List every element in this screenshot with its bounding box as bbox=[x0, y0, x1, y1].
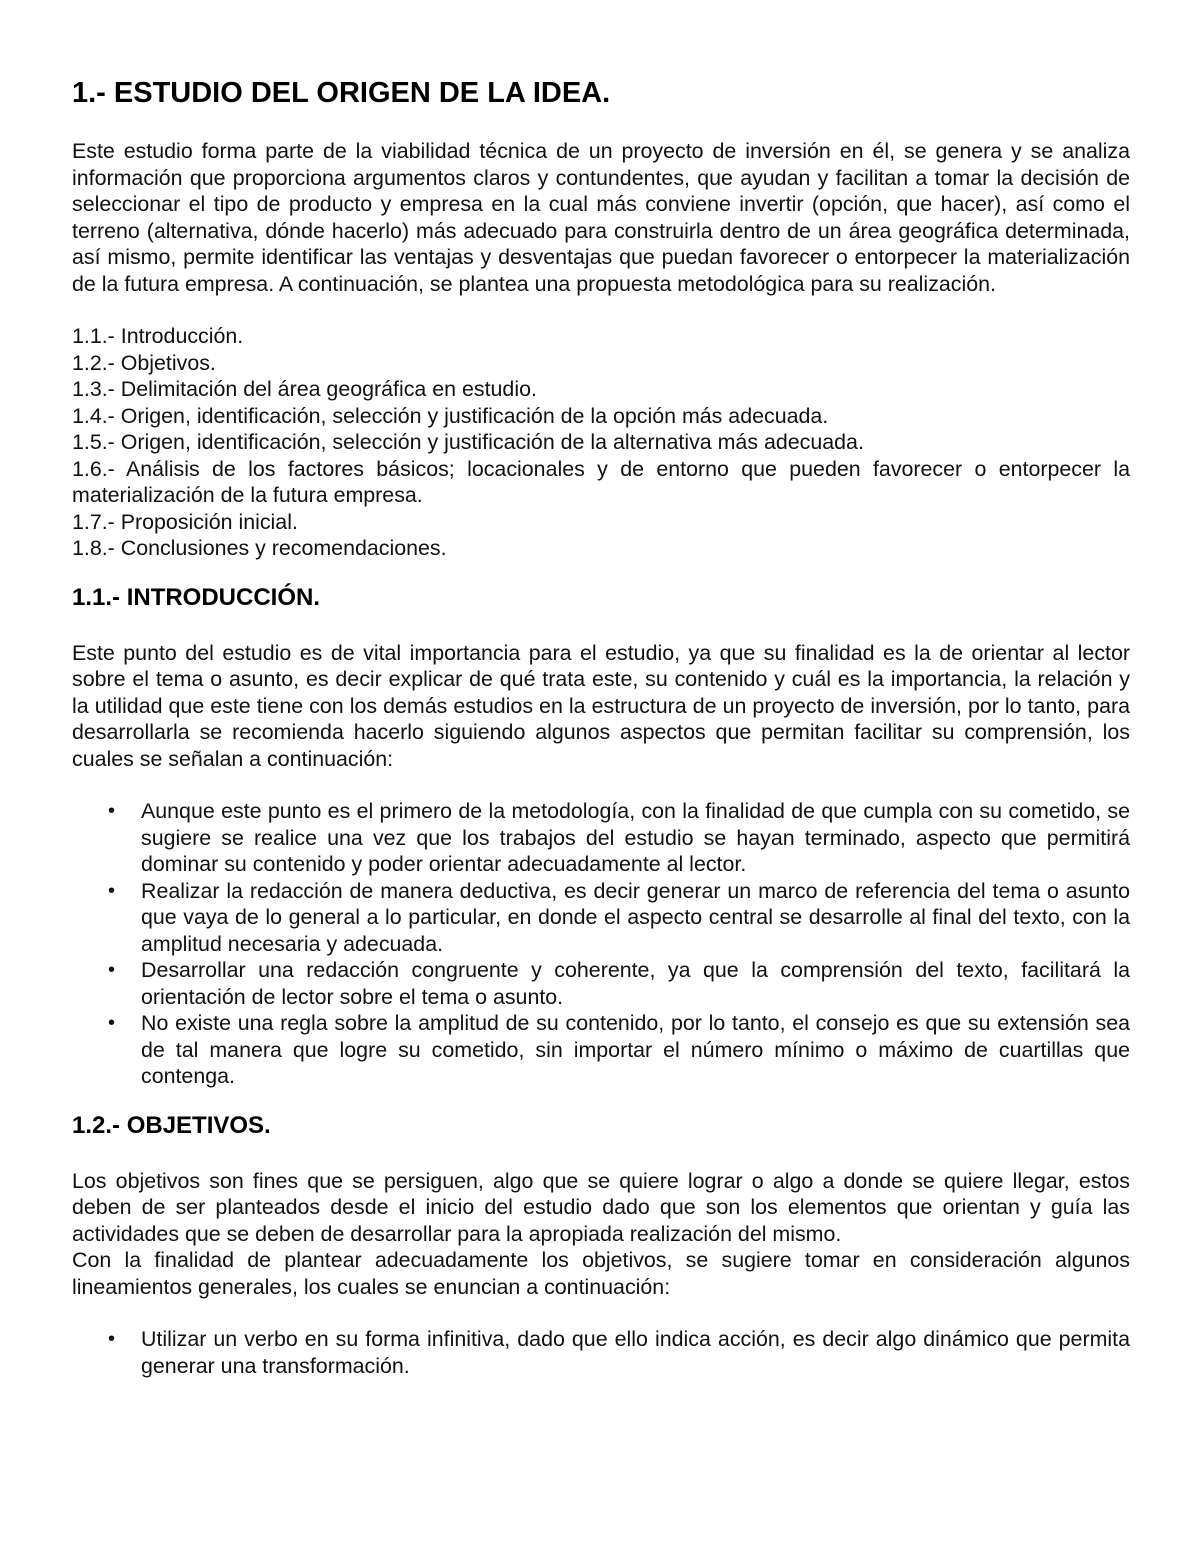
toc-item: 1.7.- Proposición inicial. bbox=[72, 509, 298, 534]
list-item-text: Utilizar un verbo en su forma infinitiva, dado que ello indica acción, es decir algo dinámico que permita generar una transformación. bbox=[141, 1327, 1130, 1378]
table-of-contents bbox=[72, 323, 1130, 562]
toc-item: 1.5.- Origen, identificación, selección y justificación de la alternativa más adecuada. bbox=[72, 430, 864, 454]
introduccion-paragraph: Este punto del estudio es de vital importancia para el estudio, ya que su finalidad es la de orientar al lector sobre el tema o asunto, es decir explicar de qué trata este, su contenido y cuál es la importancia, la relación y la utilidad que este tiene con los demás estudios en la estructura de un proyecto de inversión, por lo tanto, para desarrollarla se recomienda hacerlo siguiendo algunos aspectos que permitan facilitar su comprensión, los cuales se señalan a continuación: bbox=[72, 640, 1130, 771]
bullet-icon: • bbox=[108, 800, 116, 822]
toc-item: 1.4.- Origen, identificación, selección y justificación de la opción más adecuada. bbox=[72, 403, 829, 428]
toc-item: 1.1.- Introducción. bbox=[72, 324, 244, 348]
spacer bbox=[72, 772, 1130, 798]
introduccion-bullet-list bbox=[72, 798, 1130, 1090]
toc-item: 1.6.- Análisis de los factores básicos; locacionales y de entorno que pueden favorecer o entorpecer la materialización de la futura empresa. bbox=[72, 456, 1130, 507]
list-item-text: Desarrollar una redacción congruente y coherente, ya que la comprensión del texto, facilitará la orientación de lector sobre el tema o asunto. bbox=[141, 958, 1130, 1009]
list-item-text: Realizar la redacción de manera deductiva, es decir generar un marco de referencia del tema o asunto que vaya de lo general a lo particular, en donde el aspecto central se desarrolle al final del texto, con la amplitud necesaria y adecuada. bbox=[141, 878, 1130, 956]
bullet-icon: • bbox=[108, 959, 116, 981]
main-heading: 1.- ESTUDIO DEL ORIGEN DE LA IDEA. bbox=[72, 77, 611, 109]
list-item bbox=[72, 1326, 1130, 1379]
list-item bbox=[72, 957, 1130, 1010]
objetivos-paragraph-2: Con la finalidad de plantear adecuadamente los objetivos, se sugiere tomar en consideración algunos lineamientos generales, los cuales se enuncian a continuación: bbox=[72, 1248, 1130, 1299]
toc-item: 1.2.- Objetivos. bbox=[72, 350, 216, 375]
bullet-icon: • bbox=[108, 1328, 116, 1350]
list-item bbox=[72, 798, 1130, 878]
spacer bbox=[72, 1300, 1130, 1326]
list-item bbox=[72, 878, 1130, 958]
intro-paragraph: Este estudio forma parte de la viabilidad técnica de un proyecto de inversión en él, se genera y se analiza información que proporciona argumentos claros y contundentes, que ayudan y facilitan a tomar la decisión de seleccionar el tipo de producto y empresa en la cual más conviene invertir (opción, que hacer), así como el terreno (alternativa, dónde hacerlo) más adecuado para construirla dentro de un área geográfica determinada, así mismo, permite identificar las ventajas y desventajas que puedan favorecer o entorpecer la materialización de la futura empresa. A continuación, se plantea una propuesta metodológica para su realización. bbox=[72, 139, 1130, 296]
toc-item: 1.3.- Delimitación del área geográfica en estudio. bbox=[72, 377, 537, 401]
objetivos-paragraph: Los objetivos son fines que se persiguen, algo que se quiere lograr o algo a donde se quiere llegar, estos deben de ser planteados desde el inicio del estudio dado que son los elementos que orientan y guía las actividades que se deben de desarrollar para la apropiada realización del mismo. bbox=[72, 1168, 1130, 1246]
toc-item: 1.8.- Conclusiones y recomendaciones. bbox=[72, 536, 447, 560]
objetivos-bullet-list bbox=[72, 1326, 1130, 1379]
list-item-text: Aunque este punto es el primero de la metodología, con la finalidad de que cumpla con su cometido, se sugiere se realice una vez que los trabajos del estudio se hayan terminado, aspecto que permitirá dominar su contenido y poder orientar adecuadamente al lector. bbox=[141, 799, 1130, 876]
list-item bbox=[72, 1010, 1130, 1090]
bullet-icon: • bbox=[108, 1012, 116, 1034]
document-page bbox=[72, 74, 1130, 1379]
section-heading-introduccion: 1.1.- INTRODUCCIÓN. bbox=[72, 583, 321, 611]
bullet-icon: • bbox=[108, 879, 116, 902]
spacer bbox=[72, 297, 1130, 323]
list-item-text: No existe una regla sobre la amplitud de su contenido, por lo tanto, el consejo es que su extensión sea de tal manera que logre su cometido, sin importar el número mínimo o máximo de cuartillas que contenga. bbox=[141, 1011, 1130, 1088]
section-heading-objetivos: 1.2.- OBJETIVOS. bbox=[72, 1111, 271, 1139]
